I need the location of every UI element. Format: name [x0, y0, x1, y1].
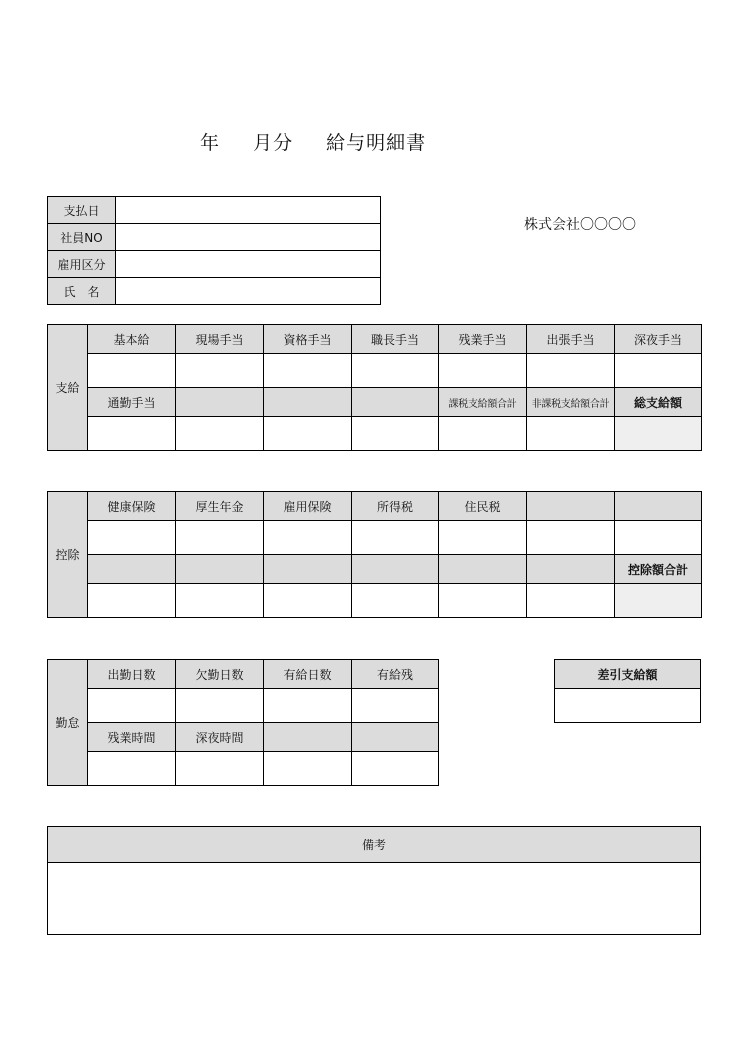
- basic-salary-header: 基本給: [88, 325, 176, 354]
- health-insurance-header: 健康保険: [88, 492, 176, 521]
- income-tax-header: 所得税: [352, 492, 439, 521]
- foreman-allowance-header: 職長手当: [352, 325, 439, 354]
- income-tax-field[interactable]: [352, 521, 439, 555]
- site-allowance-field[interactable]: [176, 354, 264, 388]
- attendance-side-label: 勤怠: [48, 660, 88, 786]
- blank-field[interactable]: [352, 752, 439, 786]
- gross-pay-header: 総支給額: [615, 388, 702, 417]
- remarks-table: [47, 826, 701, 935]
- net-pay-header: 差引支給額: [555, 660, 701, 689]
- qualification-allowance-field[interactable]: [264, 354, 352, 388]
- blank-header: [527, 492, 615, 521]
- blank-header: [352, 388, 439, 417]
- company-name: 株式会社〇〇〇〇: [524, 217, 636, 233]
- blank-header: [176, 388, 264, 417]
- night-hours-header: 深夜時間: [176, 723, 264, 752]
- employee-info-table: [47, 196, 381, 305]
- net-pay-table: [554, 659, 701, 723]
- pension-header: 厚生年金: [176, 492, 264, 521]
- blank-field[interactable]: [176, 584, 264, 618]
- year-label: 年: [200, 132, 221, 154]
- commute-allowance-field[interactable]: [88, 417, 176, 451]
- paid-leave-days-field[interactable]: [264, 689, 352, 723]
- payments-table: [47, 324, 702, 451]
- paid-leave-remaining-header: 有給残: [352, 660, 439, 689]
- remarks-header: 備考: [48, 827, 701, 863]
- commute-allowance-header: 通勤手当: [88, 388, 176, 417]
- pension-field[interactable]: [176, 521, 264, 555]
- blank-header: [264, 723, 352, 752]
- blank-field[interactable]: [264, 417, 352, 451]
- blank-header: [615, 492, 702, 521]
- business-trip-allowance-header: 出張手当: [527, 325, 615, 354]
- qualification-allowance-header: 資格手当: [264, 325, 352, 354]
- month-label: 月分: [253, 132, 294, 154]
- site-allowance-header: 現場手当: [176, 325, 264, 354]
- employment-type-field[interactable]: [116, 251, 381, 278]
- paid-leave-days-header: 有給日数: [264, 660, 352, 689]
- employee-no-label: 社員NO: [48, 224, 116, 251]
- nontaxable-total-field[interactable]: [527, 417, 615, 451]
- blank-field[interactable]: [527, 584, 615, 618]
- employment-type-label: 雇用区分: [48, 251, 116, 278]
- employee-no-field[interactable]: [116, 224, 381, 251]
- health-insurance-field[interactable]: [88, 521, 176, 555]
- absence-days-header: 欠勤日数: [176, 660, 264, 689]
- deductions-side-label: 控除: [48, 492, 88, 618]
- night-hours-field[interactable]: [176, 752, 264, 786]
- taxable-total-field[interactable]: [439, 417, 527, 451]
- night-allowance-field[interactable]: [615, 354, 702, 388]
- payments-side-label: 支給: [48, 325, 88, 451]
- night-allowance-header: 深夜手当: [615, 325, 702, 354]
- remarks-field[interactable]: [48, 863, 701, 935]
- work-days-field[interactable]: [88, 689, 176, 723]
- payment-date-label: 支払日: [48, 197, 116, 224]
- blank-header: [176, 555, 264, 584]
- blank-header: [352, 555, 439, 584]
- payment-date-field[interactable]: [116, 197, 381, 224]
- blank-field[interactable]: [88, 584, 176, 618]
- blank-field[interactable]: [439, 584, 527, 618]
- foreman-allowance-field[interactable]: [352, 354, 439, 388]
- resident-tax-field[interactable]: [439, 521, 527, 555]
- blank-field[interactable]: [352, 417, 439, 451]
- gross-pay-field[interactable]: [615, 417, 702, 451]
- blank-header: [439, 555, 527, 584]
- absence-days-field[interactable]: [176, 689, 264, 723]
- name-label: 氏 名: [48, 278, 116, 305]
- blank-header: [264, 555, 352, 584]
- overtime-allowance-field[interactable]: [439, 354, 527, 388]
- overtime-hours-field[interactable]: [88, 752, 176, 786]
- blank-field[interactable]: [264, 752, 352, 786]
- taxable-total-header: 課税支給額合計: [439, 388, 527, 417]
- blank-field[interactable]: [615, 521, 702, 555]
- blank-field[interactable]: [176, 417, 264, 451]
- nontaxable-total-header: 非課税支給額合計: [527, 388, 615, 417]
- work-days-header: 出勤日数: [88, 660, 176, 689]
- blank-field[interactable]: [527, 521, 615, 555]
- doc-title: 給与明細書: [326, 132, 427, 154]
- overtime-hours-header: 残業時間: [88, 723, 176, 752]
- blank-field[interactable]: [264, 584, 352, 618]
- blank-header: [88, 555, 176, 584]
- blank-header: [264, 388, 352, 417]
- page-title: [200, 128, 426, 155]
- blank-header: [527, 555, 615, 584]
- attendance-table: [47, 659, 439, 786]
- overtime-allowance-header: 残業手当: [439, 325, 527, 354]
- deductions-table: [47, 491, 702, 618]
- business-trip-allowance-field[interactable]: [527, 354, 615, 388]
- deduction-total-header: 控除額合計: [615, 555, 702, 584]
- employment-insurance-header: 雇用保険: [264, 492, 352, 521]
- paid-leave-remaining-field[interactable]: [352, 689, 439, 723]
- deduction-total-field[interactable]: [615, 584, 702, 618]
- net-pay-field[interactable]: [555, 689, 701, 723]
- employment-insurance-field[interactable]: [264, 521, 352, 555]
- resident-tax-header: 住民税: [439, 492, 527, 521]
- name-field[interactable]: [116, 278, 381, 305]
- basic-salary-field[interactable]: [88, 354, 176, 388]
- blank-header: [352, 723, 439, 752]
- blank-field[interactable]: [352, 584, 439, 618]
